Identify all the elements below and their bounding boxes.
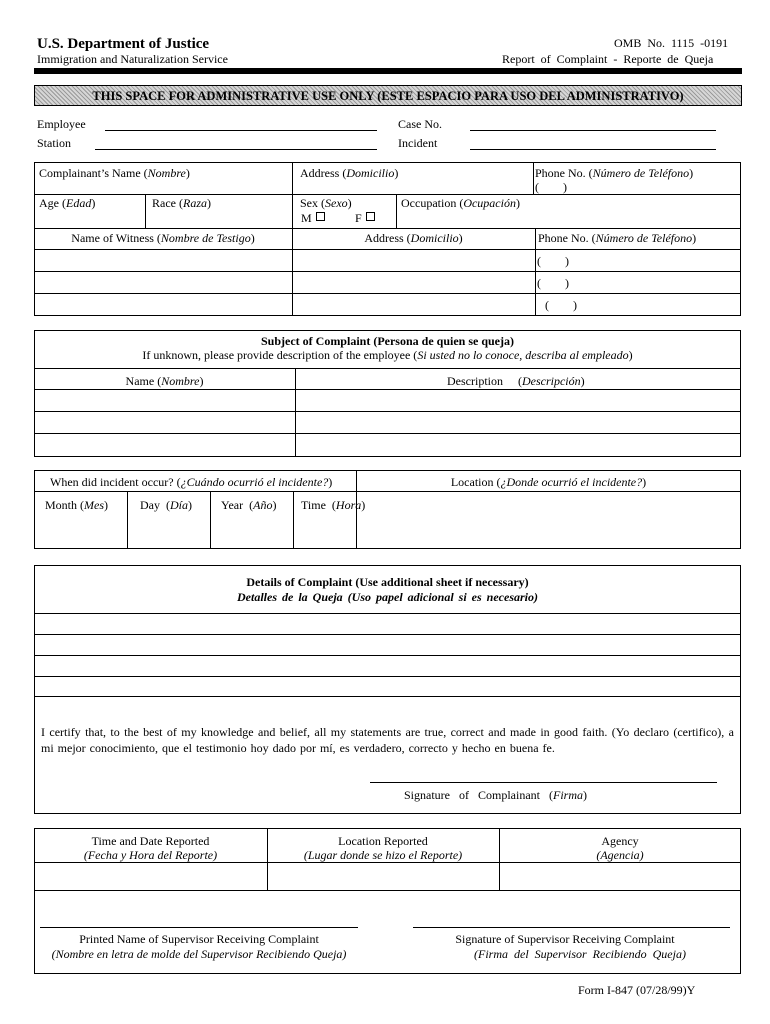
row-divider xyxy=(34,293,741,294)
location-reported-spanish: (Lugar donde se hizo el Reporte) xyxy=(303,848,463,862)
service-name: Immigration and Naturalization Service xyxy=(37,52,228,66)
admin-banner xyxy=(34,85,742,106)
when-label: When did incident occur? (¿Cuándo ocurrió el incidente?) xyxy=(50,475,333,489)
details-title-spanish: Detalles de la Queja (Uso papel adicional si es necesario) xyxy=(237,590,538,604)
supervisor-signature-line[interactable] xyxy=(413,927,730,928)
row-divider xyxy=(34,368,741,369)
subject-subtitle: If unknown, please provide description of the employee (Si usted no lo conoce, describa al empleado) xyxy=(142,348,633,362)
complainant-name-label: Complainant’s Name (Nombre) xyxy=(39,166,190,180)
year-label: Year (Año) xyxy=(221,498,277,512)
details-line[interactable] xyxy=(34,676,741,677)
witness-phone-label: Phone No. (Número de Teléfono) xyxy=(538,231,697,245)
row-divider xyxy=(34,890,741,891)
witness-phone-field[interactable]: ( ) xyxy=(537,254,569,268)
details-line[interactable] xyxy=(34,634,741,635)
row-divider xyxy=(34,433,741,434)
witness-phone-field[interactable]: ( ) xyxy=(545,298,577,312)
race-label: Race (Raza) xyxy=(152,196,211,210)
row-divider xyxy=(34,271,741,272)
witness-address-label: Address (Domicilio) xyxy=(364,231,463,245)
witness-phone-field[interactable]: ( ) xyxy=(537,276,569,290)
incident-field[interactable] xyxy=(470,149,716,150)
case-number-label: Case No. xyxy=(398,117,442,131)
complainant-signature-label: Signature of Complainant (Firma) xyxy=(404,788,587,802)
details-line[interactable] xyxy=(34,696,741,697)
sex-male-option[interactable]: M xyxy=(301,211,325,225)
station-label: Station xyxy=(37,136,72,150)
case-number-field[interactable] xyxy=(470,130,716,131)
supervisor-signature-spanish: (Firma del Supervisor Recibiendo Queja) xyxy=(474,947,686,961)
day-label: Day (Día) xyxy=(140,498,192,512)
time-reported-label: Time and Date Reported xyxy=(91,834,210,848)
station-field[interactable] xyxy=(95,149,377,150)
printed-name-label: Printed Name of Supervisor Receiving Complaint xyxy=(79,932,319,946)
agency-name: U.S. Department of Justice xyxy=(37,36,210,52)
month-label: Month (Mes) xyxy=(45,498,108,512)
agency-label: Agency xyxy=(601,834,639,848)
col-divider xyxy=(533,162,534,194)
omb-number: OMB No. 1115 -0191 xyxy=(614,36,729,50)
subject-description-label: Description (Descripción) xyxy=(447,374,585,388)
female-checkbox[interactable] xyxy=(366,212,375,221)
col-divider xyxy=(295,368,296,457)
col-divider xyxy=(396,194,397,228)
col-divider xyxy=(210,491,211,549)
printed-name-spanish: (Nombre en letra de molde del Supervisor Recibiendo Queja) xyxy=(51,947,347,961)
row-divider xyxy=(34,194,741,195)
sex-label: Sex (Sexo) xyxy=(300,196,352,210)
sex-female-option[interactable]: F xyxy=(355,211,375,225)
row-divider xyxy=(34,389,741,390)
age-label: Age (Edad) xyxy=(39,196,96,210)
col-divider xyxy=(127,491,128,549)
row-divider xyxy=(34,249,741,250)
row-divider xyxy=(34,411,741,412)
details-line[interactable] xyxy=(34,613,741,614)
witness-name-label: Name of Witness (Nombre de Testigo) xyxy=(71,231,255,245)
header-rule xyxy=(34,68,742,74)
time-reported-spanish: (Fecha y Hora del Reporte) xyxy=(83,848,218,862)
location-reported-label: Location Reported xyxy=(338,834,428,848)
col-divider xyxy=(535,228,536,316)
employee-label: Employee xyxy=(37,117,86,131)
complainant-signature-line[interactable] xyxy=(370,782,717,783)
certification-text: I certify that, to the best of my knowledge and belief, all my statements are true, correct and made in good faith. (Yo declaro (certifico), a mi mejor conocimiento, que el testimonio hoy dado por mí, es verdadero, correcto y hecho en buena fe. xyxy=(41,725,734,755)
details-title: Details of Complaint (Use additional sheet if necessary) xyxy=(246,575,529,589)
time-label: Time (Hora) xyxy=(301,498,366,512)
col-divider xyxy=(145,194,146,228)
details-line[interactable] xyxy=(34,655,741,656)
subject-title: Subject of Complaint (Persona de quien se queja) xyxy=(260,334,514,348)
location-label: Location (¿Donde ocurrió el incidente?) xyxy=(450,475,647,489)
complainant-phone-field[interactable]: ( ) xyxy=(535,180,567,194)
row-divider xyxy=(34,228,741,229)
agency-spanish: (Agencia) xyxy=(596,848,644,862)
supervisor-signature-label: Signature of Supervisor Receiving Complaint xyxy=(455,932,675,946)
subject-name-label: Name (Nombre) xyxy=(125,374,204,388)
occupation-label: Occupation (Ocupación) xyxy=(401,196,520,210)
employee-field[interactable] xyxy=(105,130,377,131)
incident-label: Incident xyxy=(398,136,438,150)
supervisor-printed-name-line[interactable] xyxy=(40,927,358,928)
row-divider xyxy=(34,862,741,863)
complainant-address-label: Address (Domicilio) xyxy=(300,166,399,180)
complainant-phone-label: Phone No. (Número de Teléfono) xyxy=(535,166,694,180)
form-title: Report of Complaint - Reporte de Queja xyxy=(502,52,714,66)
row-divider xyxy=(34,491,741,492)
male-checkbox[interactable] xyxy=(316,212,325,221)
admin-banner-text: THIS SPACE FOR ADMINISTRATIVE USE ONLY (ESTE ESPACIO PARA USO DEL ADMINISTRATIVO) xyxy=(92,89,684,103)
form-number: Form I-847 (07/28/99)Y xyxy=(578,983,696,997)
col-divider xyxy=(293,491,294,549)
